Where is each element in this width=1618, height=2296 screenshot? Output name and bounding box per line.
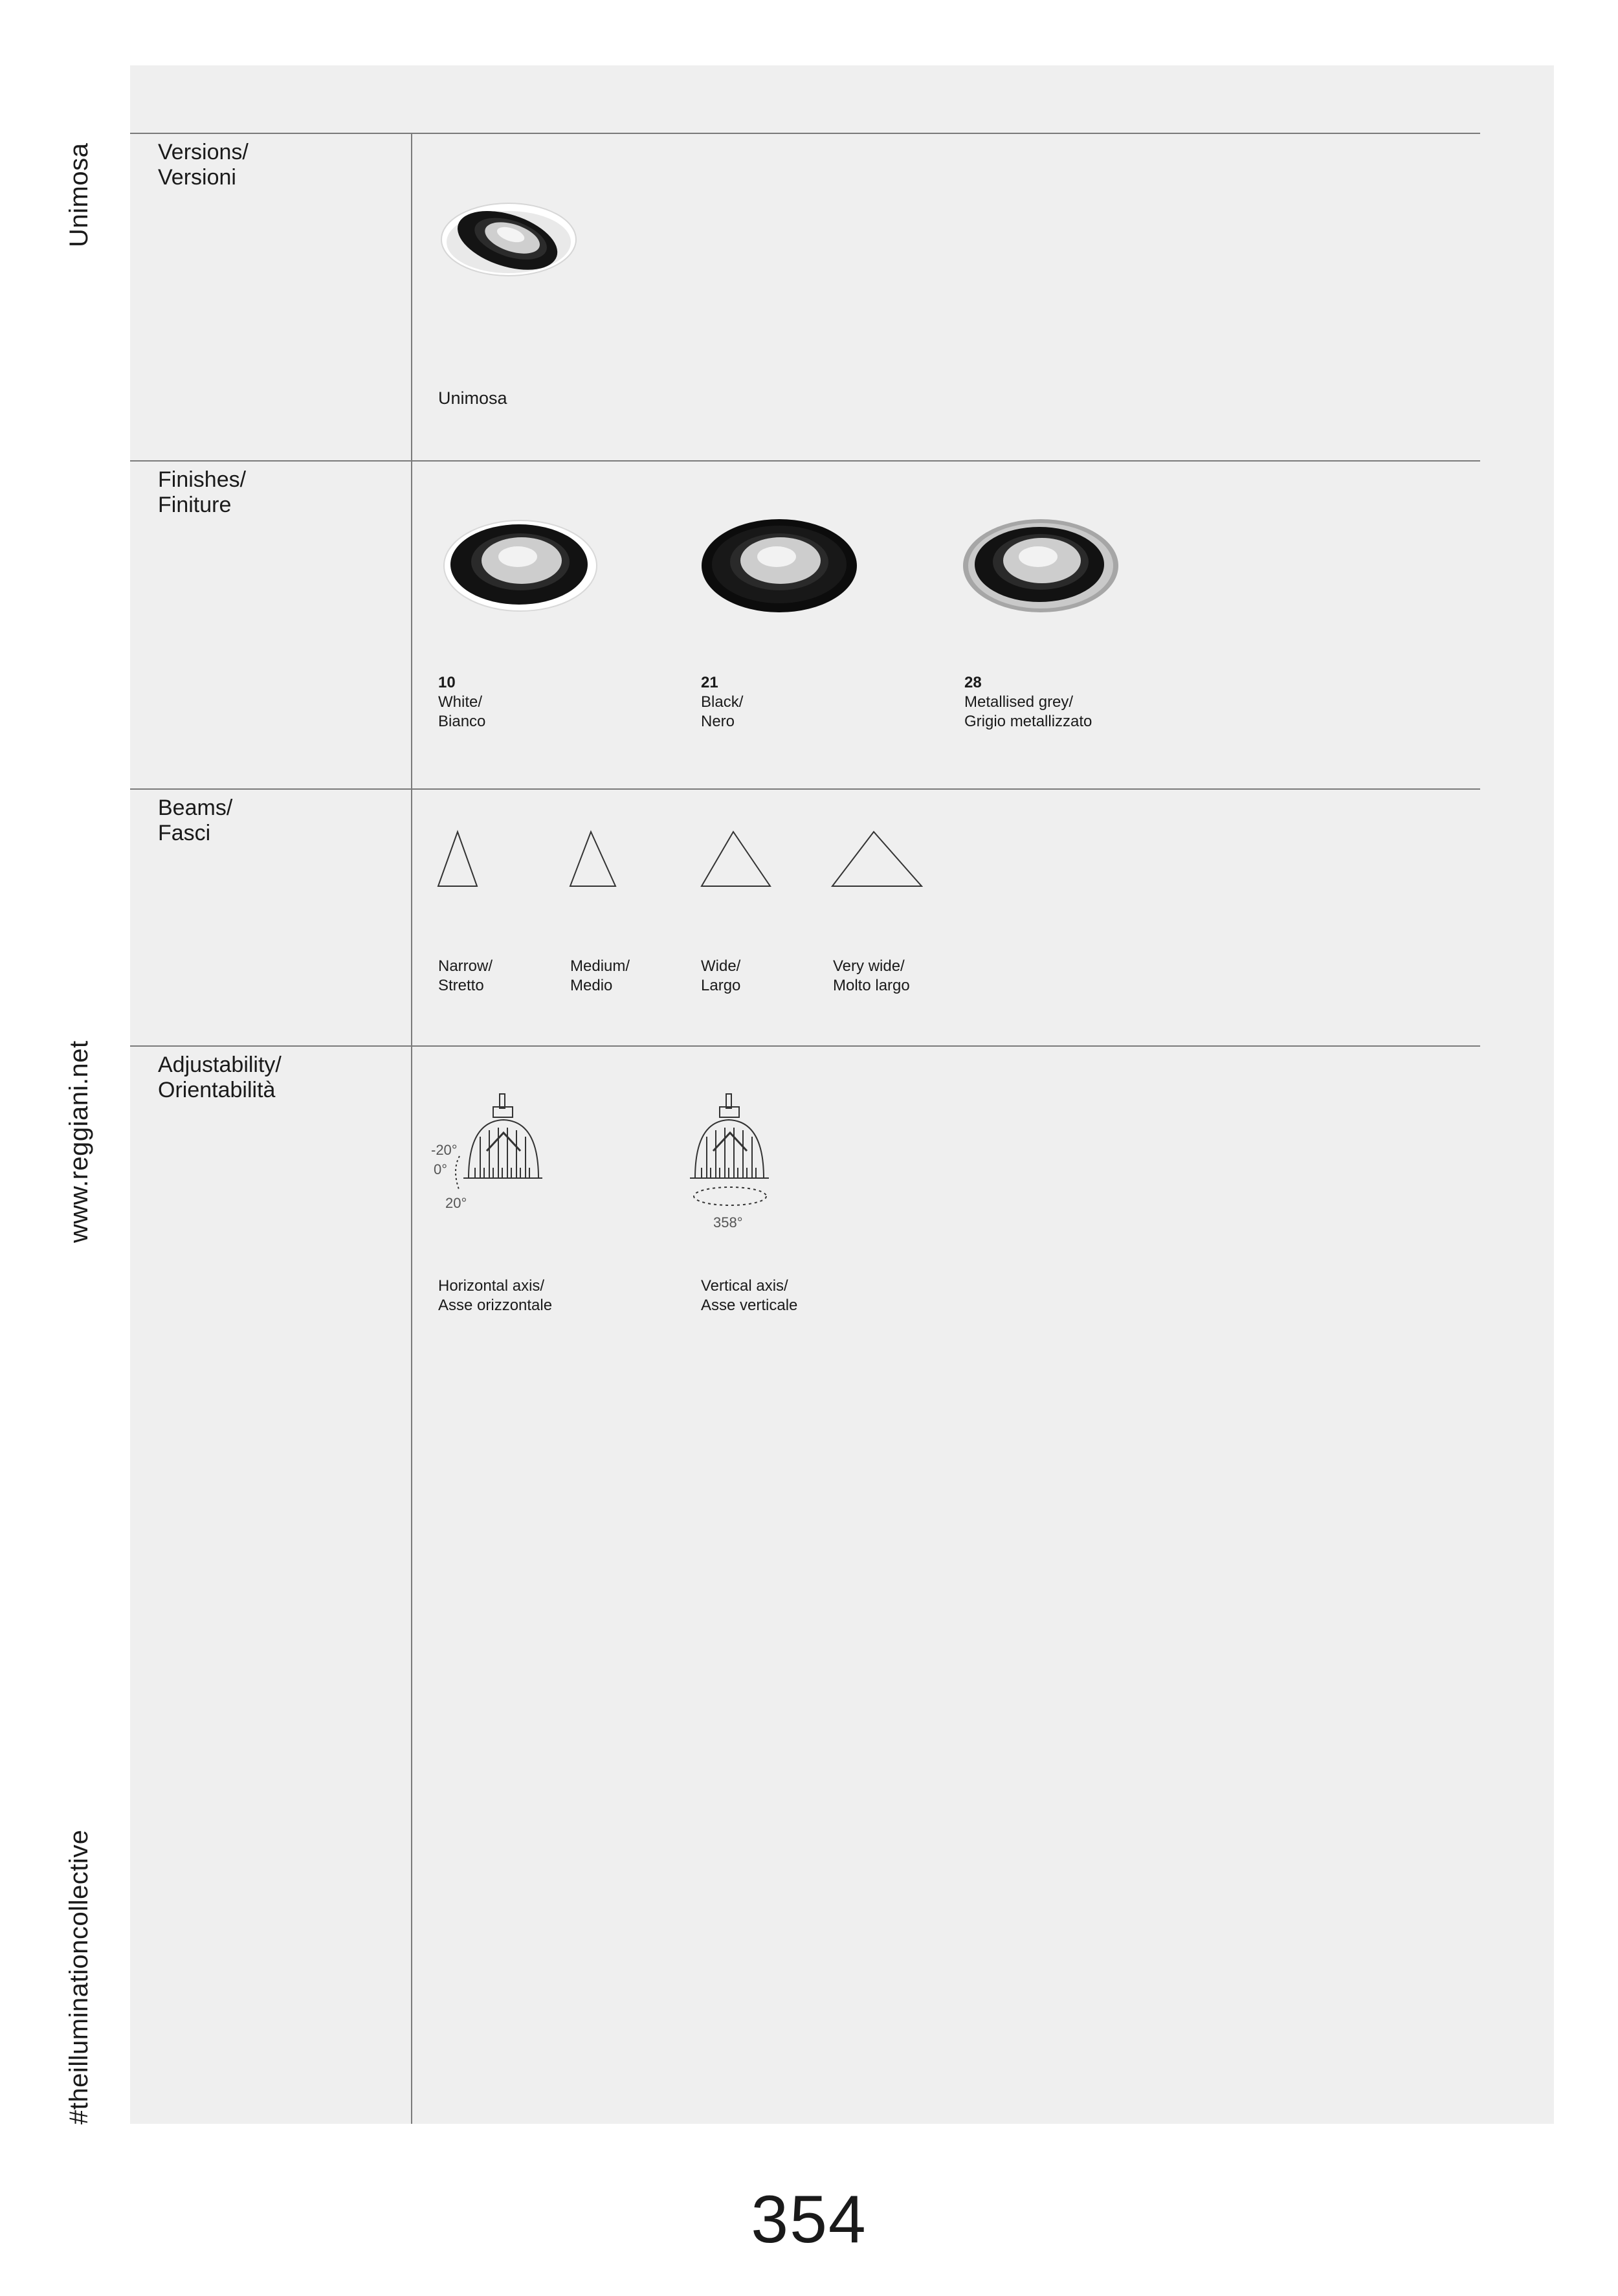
horizontal-axis-caption: Horizontal axis/ Asse orizzontale	[438, 1277, 553, 1314]
finish-black-swatch	[699, 515, 861, 616]
page-number: 354	[751, 2182, 867, 2257]
finish-white-caption: 10 White/ Bianco	[438, 674, 486, 730]
very-wide-beam-icon	[828, 825, 925, 890]
spec-panel	[130, 65, 1554, 2124]
sidebar-product-name: Unimosa	[65, 142, 93, 247]
vertical-rotation-diagram	[686, 1087, 809, 1236]
beams-label: Beams/ Fasci	[158, 796, 233, 845]
angle-label-minus20: -20°	[431, 1142, 458, 1158]
adjustability-label: Adjustability/ Orientabilità	[158, 1053, 282, 1102]
angle-label-358: 358°	[713, 1214, 743, 1231]
beam-narrow-caption: Narrow/ Stretto	[438, 957, 493, 994]
row-divider	[130, 788, 1480, 790]
sidebar-hashtag: #theilluminationcollective	[65, 1829, 93, 2124]
angle-label-20: 20°	[445, 1195, 467, 1211]
unimosa-product-photo	[438, 195, 586, 286]
angle-label-0: 0°	[434, 1161, 448, 1177]
wide-beam-icon	[698, 825, 775, 890]
vertical-axis-caption: Vertical axis/ Asse verticale	[701, 1277, 798, 1314]
beam-medium-caption: Medium/ Medio	[570, 957, 630, 994]
row-divider	[130, 460, 1480, 462]
version-name: Unimosa	[438, 388, 507, 408]
column-divider	[411, 133, 412, 2124]
finish-black-caption: 21 Black/ Nero	[701, 674, 744, 730]
versions-label: Versions/ Versioni	[158, 140, 249, 190]
medium-beam-icon	[566, 825, 618, 890]
row-divider	[130, 1045, 1480, 1047]
horizontal-tilt-diagram	[427, 1087, 550, 1223]
beam-very-wide-caption: Very wide/ Molto largo	[833, 957, 910, 994]
finishes-label: Finishes/ Finiture	[158, 467, 247, 517]
finish-grey-swatch	[960, 515, 1122, 616]
narrow-beam-icon	[434, 825, 485, 890]
finish-grey-caption: 28 Metallised grey/ Grigio metallizzato	[964, 674, 1092, 730]
sidebar-website: www.reggiani.net	[65, 1040, 93, 1243]
finish-white-swatch	[440, 515, 602, 616]
beam-wide-caption: Wide/ Largo	[701, 957, 741, 994]
row-divider	[130, 133, 1480, 134]
